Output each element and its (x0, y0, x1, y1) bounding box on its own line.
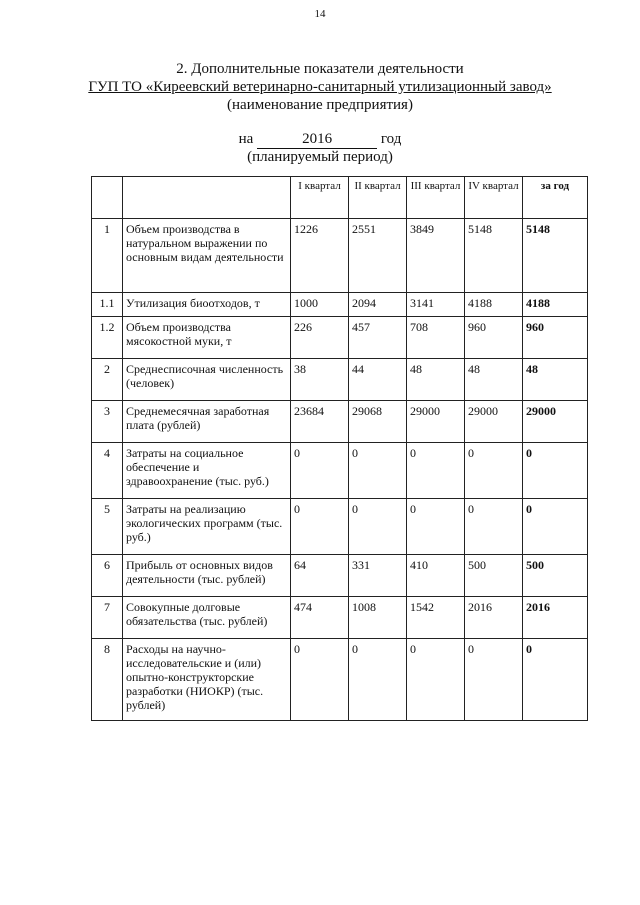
row-value-q2: 0 (349, 499, 407, 555)
header-year: за год (523, 177, 588, 219)
period-line (0, 130, 640, 149)
row-value-q4: 48 (465, 359, 523, 401)
row-indicator-name: Среднесписочная численность (человек) (123, 359, 291, 401)
enterprise-name-caption: (наименование предприятия) (227, 97, 413, 113)
header-q2: II квартал (349, 177, 407, 219)
row-number: 6 (92, 555, 123, 597)
period-year: 2016 (257, 130, 377, 149)
row-value-q2: 2551 (349, 219, 407, 293)
row-value-q1: 38 (291, 359, 349, 401)
enterprise-name: ГУП ТО «Киреевский ветеринарно-санитарный утилизационный завод» (88, 79, 552, 95)
row-indicator-name: Среднемесячная заработная плата (рублей) (123, 401, 291, 443)
row-value-q3: 29000 (407, 401, 465, 443)
period-suffix: год (380, 131, 402, 147)
page-number: 14 (314, 8, 326, 20)
table-row (92, 219, 588, 293)
row-value-q1: 1000 (291, 293, 349, 317)
table-row (92, 639, 588, 721)
row-value-q1: 0 (291, 639, 349, 721)
row-value-q1: 0 (291, 443, 349, 499)
row-value-q3: 0 (407, 499, 465, 555)
row-number: 1.2 (92, 317, 123, 359)
row-value-year: 4188 (523, 293, 588, 317)
row-value-q2: 44 (349, 359, 407, 401)
row-indicator-name: Прибыль от основных видов деятельности (тыс. рублей) (123, 555, 291, 597)
row-value-q1: 64 (291, 555, 349, 597)
row-indicator-name: Объем производства в натуральном выражении по основным видам деятельности (123, 219, 291, 293)
row-indicator-name: Расходы на научно-исследовательские и (или) опытно-конструкторские разработки (НИОКР) (тыс. рублей) (123, 639, 291, 721)
row-value-q3: 1542 (407, 597, 465, 639)
row-value-q3: 48 (407, 359, 465, 401)
row-value-year: 5148 (523, 219, 588, 293)
row-value-q4: 0 (465, 639, 523, 721)
row-value-q2: 457 (349, 317, 407, 359)
period-caption: (планируемый период) (247, 149, 393, 165)
row-value-year: 29000 (523, 401, 588, 443)
row-value-q1: 226 (291, 317, 349, 359)
row-number: 4 (92, 443, 123, 499)
row-value-q4: 0 (465, 499, 523, 555)
row-number: 1 (92, 219, 123, 293)
row-number: 5 (92, 499, 123, 555)
row-value-q3: 708 (407, 317, 465, 359)
row-value-q2: 0 (349, 639, 407, 721)
table-row (92, 401, 588, 443)
table-row (92, 293, 588, 317)
row-value-q2: 331 (349, 555, 407, 597)
header-q3: III квартал (407, 177, 465, 219)
row-value-q3: 0 (407, 639, 465, 721)
row-value-q3: 410 (407, 555, 465, 597)
table-row (92, 443, 588, 499)
row-value-q3: 3849 (407, 219, 465, 293)
header-num (92, 177, 123, 219)
period-prefix: на (238, 131, 254, 147)
section-title: 2. Дополнительные показатели деятельности (176, 61, 464, 77)
row-value-year: 960 (523, 317, 588, 359)
row-indicator-name: Затраты на социальное обеспечение и здравоохранение (тыс. руб.) (123, 443, 291, 499)
row-value-q1: 0 (291, 499, 349, 555)
row-value-year: 2016 (523, 597, 588, 639)
row-value-q2: 2094 (349, 293, 407, 317)
row-value-year: 0 (523, 499, 588, 555)
row-number: 1.1 (92, 293, 123, 317)
indicators-table (91, 176, 588, 721)
row-value-q4: 500 (465, 555, 523, 597)
row-indicator-name: Объем производства мясокостной муки, т (123, 317, 291, 359)
table-row (92, 499, 588, 555)
row-indicator-name: Затраты на реализацию экологических программ (тыс. руб.) (123, 499, 291, 555)
header-q1: I квартал (291, 177, 349, 219)
header-q4: IV квартал (465, 177, 523, 219)
row-value-year: 0 (523, 443, 588, 499)
row-value-year: 500 (523, 555, 588, 597)
row-value-q3: 3141 (407, 293, 465, 317)
row-value-q1: 23684 (291, 401, 349, 443)
header-name (123, 177, 291, 219)
row-value-q2: 1008 (349, 597, 407, 639)
row-value-q3: 0 (407, 443, 465, 499)
row-number: 8 (92, 639, 123, 721)
table-row (92, 359, 588, 401)
table-row (92, 597, 588, 639)
row-number: 2 (92, 359, 123, 401)
row-number: 3 (92, 401, 123, 443)
row-value-q4: 960 (465, 317, 523, 359)
row-value-q2: 29068 (349, 401, 407, 443)
row-value-q4: 4188 (465, 293, 523, 317)
row-number: 7 (92, 597, 123, 639)
row-value-q1: 474 (291, 597, 349, 639)
row-value-q4: 2016 (465, 597, 523, 639)
row-value-q2: 0 (349, 443, 407, 499)
row-value-q4: 5148 (465, 219, 523, 293)
table-row (92, 555, 588, 597)
row-value-year: 48 (523, 359, 588, 401)
row-indicator-name: Совокупные долговые обязательства (тыс. рублей) (123, 597, 291, 639)
row-value-q4: 0 (465, 443, 523, 499)
row-value-q4: 29000 (465, 401, 523, 443)
row-value-year: 0 (523, 639, 588, 721)
row-indicator-name: Утилизация биоотходов, т (123, 293, 291, 317)
row-value-q1: 1226 (291, 219, 349, 293)
table-row (92, 317, 588, 359)
table-header-row (92, 177, 588, 219)
